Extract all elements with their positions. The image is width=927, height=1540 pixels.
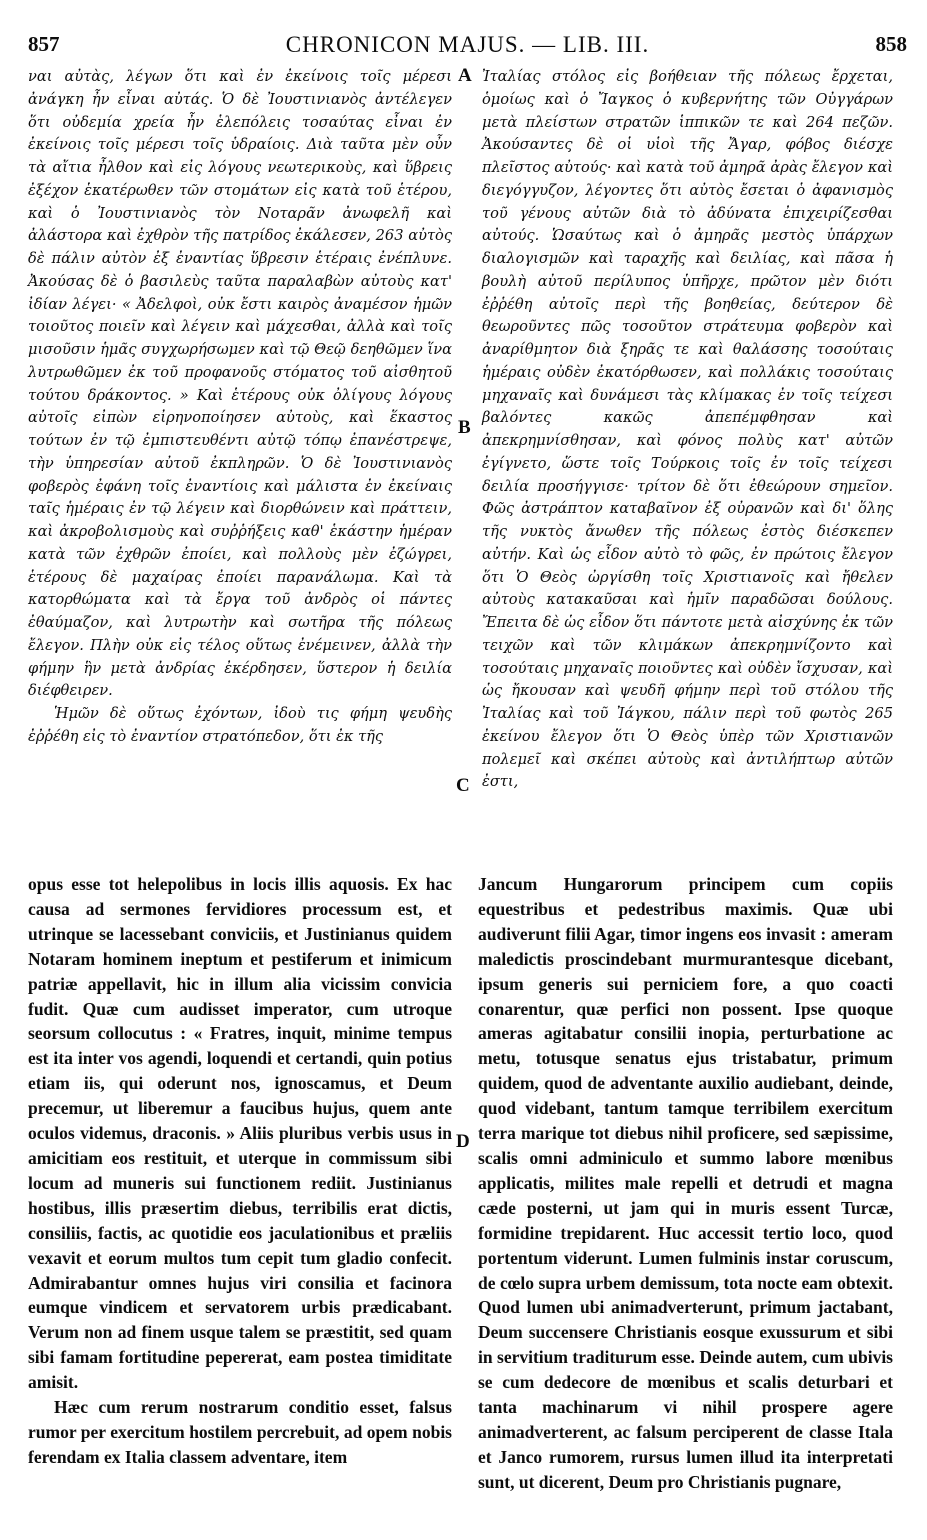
margin-marker-c: C [456, 775, 470, 796]
latin-left-paragraph-2: Hæc cum rerum nostrarum conditio esset, falsus rumor per exercitum hostilem percrebuit, ad opem nobis ferendam ex Italia classem adventare, item [28, 1397, 452, 1467]
greek-left-paragraph-1: ναι αὐτὰς, λέγων ὅτι καὶ ἐν ἐκείνοις τοῖς μέρεσι ἀνάγκη ἦν εἶναι αὐτάς. Ὁ δὲ Ἰουστινιανὸς ἀντέλεγεν ὅτι οὐδεμία χρεία ἦν ἑλεπόλεις τοσαύτας εἶναι ἐν ἐκείνοις τοῖς μέρεσι τοῖς ὑδραίοις. Διὰ ταῦτα μὲν οὖν τὰ αἴτια ἦλθον καὶ εἰς λόγους νεωτερικοὺς, καὶ ὕβρεις ἐξέχον ἑκατέρωθεν τῶν στομάτων εἰς κατὰ τοῦ ἑτέρου, καὶ ὁ Ἰουστινιανὸς τὸν Νοταρᾶν ἀνωφελῆ καὶ ἀλάστορα καὶ ἐχθρὸν τῆς πατρίδος ἐκάλεσεν, 263 αὐτὸς δὲ πάλιν αὐτὸν ἐξ ἐναντίας ὕβρεσιν ἑτέραις ἐνέπλυνε. Ἀκούσας δὲ ὁ βασιλεὺς ταῦτα παραλαβὼν αὐτοὺς κατ' ἰδίαν λέγει· « Ἀδελφοὶ, οὐκ ἔστι καιρὸς ἀναμέσον ἡμῶν τοιοῦτος ποιεῖν καὶ λέγειν καὶ μάχεσθαι, ἀλλὰ καὶ τοῖς μισοῦσιν ἡμᾶς συγχωρήσωμεν καὶ τῷ Θεῷ δεηθῶμεν ἵνα λυτρωθῶμεν ἐκ τοῦ προφανοῦς στόματος τοῦ αἰσθητοῦ τούτου δράκοντος. » Καὶ ἑτέρους οὐκ ὀλίγους λόγους αὐτοῖς εἰπὼν εἰρηνοποίησεν αὐτοὺς, καὶ ἕκαστος τούτων ἐν τῷ ἐμπιστευθέντι αὐτῷ τόπῳ ἐπανέστρεψε, τὴν ὑπηρεσίαν αὐτοῦ ἐκπληρῶν. Ὁ δὲ Ἰουστινιανὸς φοβερὸς ἐφάνη τοῖς ἐναντίοις καὶ μάλιστα ἐν ἐκείναις ταῖς ἡμέραις ἐν τῷ λέγειν καὶ διορθώνειν καὶ πράττειν, καὶ ἀκροβολισμοὺς καὶ συῤῥήξεις καθ' ἑκάστην ἡμέραν κατὰ τῶν ἐχθρῶν ἐποίει, καὶ πολλοὺς μὲν ἐζώγρει, ἑτέρους δὲ μαχαίρας ἐποίει παρανάλωμα. Καὶ τὰ κατορθώματα καὶ τὰ ἔργα τοῦ ἀνδρὸς οἱ πάντες ἐθαύμαζον, καὶ λυτρωτὴν καὶ σωτῆρα τῆς πόλεως ἔλεγον. Πλὴν οὐκ εἰς τέλος οὕτως ἐνέμεινεν, ἀλλὰ τὴν φήμην ἣν μετὰ ἀνδρίας ἐκέρδησεν, ὕστερον ἡ δειλία διέφθειρεν. [28, 68, 452, 700]
greek-column-right [482, 66, 893, 794]
latin-column-left [28, 872, 452, 1470]
greek-column-left [28, 66, 452, 749]
latin-left-paragraph-1: opus esse tot helepolibus in locis illis aquosis. Ex hac causa ad sermones fervidiores processum est, et utrinque se lacessebant conviciis, et Justinianus quidem Notaram hominem ineptum et pestiferum et inimicum patriæ appellavit, hic in illum alia vicissim convicia fudit. Quæ cum audisset imperator, cum utroque seorsum collocutus : « Fratres, inquit, minime tempus est ita inter vos agendi, loquendi et certandi, quin potius etiam iis, qui oderunt nos, ignoscamus, et Deum precemur, ut liberemur a faucibus hujus, quem ante oculos videmus, draconis. » Aliis pluribus verbis usus in amicitiam eos restituit, et uterque in commissum sibi locum ad muneris sui functionem rediit. Justinianus hostibus, illis præsertim diebus, terribilis erat dictis, consiliis, factis, ac quotidie eos jaculationibus et præliis vexavit et eorum multos tum cepit tum gladio confecit. Admirabantur omnes hujus viri consilia et facinora eumque vindicem et servatorem urbis prædicabant. Verum non ad finem usque talem se præstitit, sed quam sibi famam fortitudine pepererat, eam postea timiditate amisit. [28, 874, 452, 1393]
latin-right-paragraph-1: Jancum Hungarorum principem cum copiis equestribus et pedestribus maximis. Quæ ubi audiverunt filii Agar, timor ingens eos invasit : ameram maledictis proscindebant murmurantesque dicebant, ipsum generis sui perniciem fore, a quo coacti conarentur, quæ perfici non possent. Ipse quoque ameras agitabatur consilii inopia, perturbatione ac metu, totusque senatus ejus tristabatur, primum quidem, quod de adventante auxilio audiebant, deinde, quod videbant, tantum tamque terribilem exercitum terra marique tot diebus nihil proficere, sed sæpissime, scalis omni adminiculo et summo labore mœnibus applicatis, milites male repelli et detrudi et magna cæde posterni, ut jam qui in muris essent Turcæ, formidine trepidarent. Huc accessit tertio loco, quod portentum viderunt. Lumen fulminis instar coruscum, de cœlo supra urbem demissum, tota nocte eam obtexit. Quod lumen ubi animadverterunt, primum jactabant, Deum succensere Christianis eosque exussurum et sibi in servitium traditurum esse. Deinde autem, cum ubivis se cum dedecore de mœnibus et scalis deturbari et tanta machinarum vi nihil prospere agere animadverterent, ac falsum perciperent de classe Itala et Janco rumorem, rursus lumen illud ita interpretati sunt, ut dicerent, Deum pro Christianis pugnare, [478, 874, 893, 1492]
page-header [28, 10, 907, 57]
margin-marker-d: D [456, 1131, 470, 1152]
margin-marker-b: B [458, 417, 471, 438]
page-number-left: 857 [28, 32, 60, 56]
running-title: CHRONICON MAJUS. — LIB. III. [285, 32, 650, 57]
greek-left-paragraph-2: Ἡμῶν δὲ οὕτως ἐχόντων, ἰδοὺ τις φήμη ψευδὴς ἐῤῥέθη εἰς τὸ ἐναντίον στρατόπεδον, ὅτι ἐκ τῆς [28, 705, 452, 745]
greek-right-paragraph-1: Ἰταλίας στόλος εἰς βοήθειαν τῆς πόλεως ἔρχεται, ὁμοίως καὶ ὁ Ἴαγκος ὁ κυβερνήτης τῶν Οὐγγάρων μετὰ πλείστων στρατῶν ἱππικῶν τε καὶ 264 πεζῶν. Ἀκούσαντες δὲ οἱ υἱοὶ τῆς Ἄγαρ, φόβος διέσχε πλεῖστος αὐτούς· καὶ κατὰ τοῦ ἀμηρᾶ ἀρὰς ἔλεγον καὶ διεγόγγυζον, λέγοντες ὅτι αὐτὸς ἔσεται ὁ ἀφανισμὸς τοῦ γένους αὐτῶν διὰ τὸ ἀδύνατα ἐπιχειρίζεσθαι αὐτούς. Ὡσαύτως καὶ ὁ ἀμηρᾶς μεστὸς ὑπάρχων διαλογισμῶν καὶ ταραχῆς καὶ δειλίας, καὶ πᾶσα ἡ βουλὴ αὐτοῦ περίλυπος ὑπῆρχε, πρῶτον μὲν διότι ἐῤῥέθη αὐτοῖς περὶ τῆς βοηθείας, δεύτερον δὲ θεωροῦντες πῶς τοσοῦτον στράτευμα φοβερὸν καὶ ἀναρίθμητον διὰ ξηρᾶς τε καὶ θαλάσσης τοσούταις ἡμέραις οὐδὲν ἐκατόρθωσεν, καὶ πολλάκις τοσούταις μηχαναῖς καὶ δυνάμεσι τὰς κλίμακας ἐν τοῖς τείχεσι βαλόντες κακῶς ἀπεπέμφθησαν καὶ ἀπεκρημνίσθησαν, καὶ φόνος πολὺς κατ' αὐτῶν ἐγίγνετο, ὥστε τοῖς Τούρκοις τοῖς ἐν τοῖς τείχεσι δειλία προσήγγισε· τρίτον δὲ ὅτι ἐθεώρουν σημεῖον. Φῶς ἀστράπτον καταβαῖνον ἐξ οὐρανῶν καὶ δι' ὅλης τῆς νυκτὸς ἄνωθεν τῆς πόλεως ἐστὸς διέσκεπεν αὐτήν. Καὶ ὡς εἶδον αὐτὸ τὸ φῶς, ἐν πρώτοις ἔλεγον ὅτι Ὁ Θεὸς ὠργίσθη τοῖς Χριστιανοῖς καὶ ἤθελεν αὐτοὺς κατακαῦσαι καὶ ἡμῖν παραδῶσαι δούλους. Ἔπειτα δὲ ὡς εἶδον ὅτι πάντοτε μετὰ αἰσχύνης ἐκ τῶν τειχῶν καὶ τῶν κλιμάκων ἀπεκρημνίζοντο καὶ τοσούταις μηχαναῖς ποιοῦντες καὶ οὐδὲν ἴσχυσαν, καὶ ὡς ἤκουσαν καὶ ψευδῆ φήμην περὶ τοῦ στόλου τῆς Ἰταλίας καὶ τοῦ Ἰάγκου, πάλιν περὶ τοῦ φωτὸς 265 ἐκείνου ἔλεγον ὅτι Ὁ Θεὸς ὑπὲρ τῶν Χριστιανῶν πολεμεῖ καὶ σκέπει αὐτοὺς καὶ ἀντιλήπτωρ αὐτῶν ἐστι, [482, 68, 893, 791]
latin-column-right [478, 872, 893, 1495]
margin-marker-a: A [458, 65, 472, 86]
page-number-right: 858 [875, 32, 907, 56]
